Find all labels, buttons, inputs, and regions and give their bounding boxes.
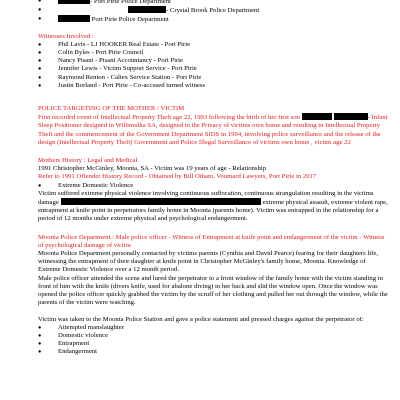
list-item: ● Jennifer Lewis - Victim Support Service - Port Pirie <box>38 65 390 73</box>
top-list <box>38 0 390 25</box>
list-item: ● Nancy Pisani - Pisani Accountancy - Port Pirie <box>38 57 390 65</box>
list-item: ● Entrapment <box>38 340 390 348</box>
paragraph <box>38 190 390 224</box>
top-item-text: - Crystal Brook Police Department <box>166 7 260 15</box>
section-heading: Moonta Police Department : Male police officer - Witness of Entrapment at knife point and endangerment of the victim - Witness of psychological damage of victim <box>38 233 385 249</box>
witness-list <box>38 41 390 90</box>
list-item: ● Domestic violence <box>38 332 390 340</box>
charges-list <box>38 324 390 357</box>
redaction-bar <box>128 6 166 13</box>
paragraph <box>38 113 390 147</box>
paragraph: Refer to 1991 Offender History Record - Obtained by Bill Otham, Voumard Lawyers, Port Pirie in 2017 <box>38 173 317 181</box>
mothers-history-section <box>38 157 390 224</box>
witnesses-section <box>38 33 390 90</box>
list-item: ● Justin Borland - Port Pirie - Co-accused turned witness <box>38 82 390 90</box>
list-item <box>38 6 390 15</box>
section-heading: POLICE TARGETING OF THE MOTHER / VICTIM <box>38 105 185 113</box>
paragraph-text: Victim suffered extreme physical violence involving continuous suffocation, continuous strangulation resulting in the victims damage <box>38 189 374 207</box>
list-item: ● Colin Byles - Port Pirie Council <box>38 49 390 57</box>
redaction-bar <box>61 198 261 205</box>
section-heading: Mothers History : Legal and Medical <box>38 157 138 165</box>
list-item: ● Extreme Domestic Violence <box>38 182 390 190</box>
paragraph: 1991 Christopher McGinley, Moonta, SA - Victim was 19 years of age - Relationship <box>38 165 267 173</box>
redaction-bar <box>302 113 332 120</box>
list-item: ● Raymond Renton - Caltex Service Station - Port Pirie <box>38 74 390 82</box>
history-list <box>38 182 390 190</box>
police-targeting-section <box>38 105 390 147</box>
redaction-bar <box>58 0 90 4</box>
paragraph-text: - Infant Sleep Positioner designed in Willimulka SA, designed in the Privacy of victims own home and resulting in Intellectual Property Theft and the commencement of the Government Department SIDS in 1994, involving police surveillance and the release of the design (Intellectual Property Theft) Government and Police Illegal Surveillance of victims own home , victim age 22 <box>38 114 388 146</box>
paragraph-text: extreme physical assault, extreme violent rape, entrapment at knife point in perpetrators family home in Moonta (parents home). Victim was entrapped in the relationship for a period of 12 months under extreme physical and psychological endangerment. <box>38 199 388 223</box>
redaction-bar <box>58 15 90 22</box>
moonta-officer-section <box>38 234 390 357</box>
list-item: ● Phil Lavis - LJ HOOKER Real Estate - Port Pirie <box>38 41 390 49</box>
list-item <box>38 15 390 24</box>
top-item-text: - Port Pirie Police Department <box>90 0 171 5</box>
paragraph: Moonta Police Department personally contacted by victims parents (Cynthia and David Pearce) fearing for their daughters life, witnessing the entrapment of their daughter at knife point in Christopher McGinley's family home, Moonta. Knowledge of Extreme Domestic Violence over a 12 month period. <box>38 250 379 274</box>
redaction-bar <box>334 113 368 120</box>
paragraph-text: First recorded event of Intellectual Property Theft age 22, 1993 following the birth of her first son <box>38 114 300 122</box>
paragraph: Victim was taken to the Moonta Police Station and gave a police statement and pressed charges against the perpetrator of: <box>38 315 364 323</box>
top-item-text: Port Pirie Police Department <box>91 16 169 24</box>
list-item: ● Attempted manslaughter <box>38 324 390 332</box>
list-item: ● Endangerment <box>38 348 390 356</box>
paragraph: Male police officer attended the scene and lured the perpetrator to a front window of the family home with the victim standing in front of him with the knife (divers knife, used for abalone diving) in her back and slid the window open. Once the window was opened the police officer quickly grabbed the victim by the scruff of her clothing and pulled her out through the window, while the parents of the victim were watching. <box>38 274 388 307</box>
witnesses-heading: Witnesses Involved : <box>38 32 94 40</box>
